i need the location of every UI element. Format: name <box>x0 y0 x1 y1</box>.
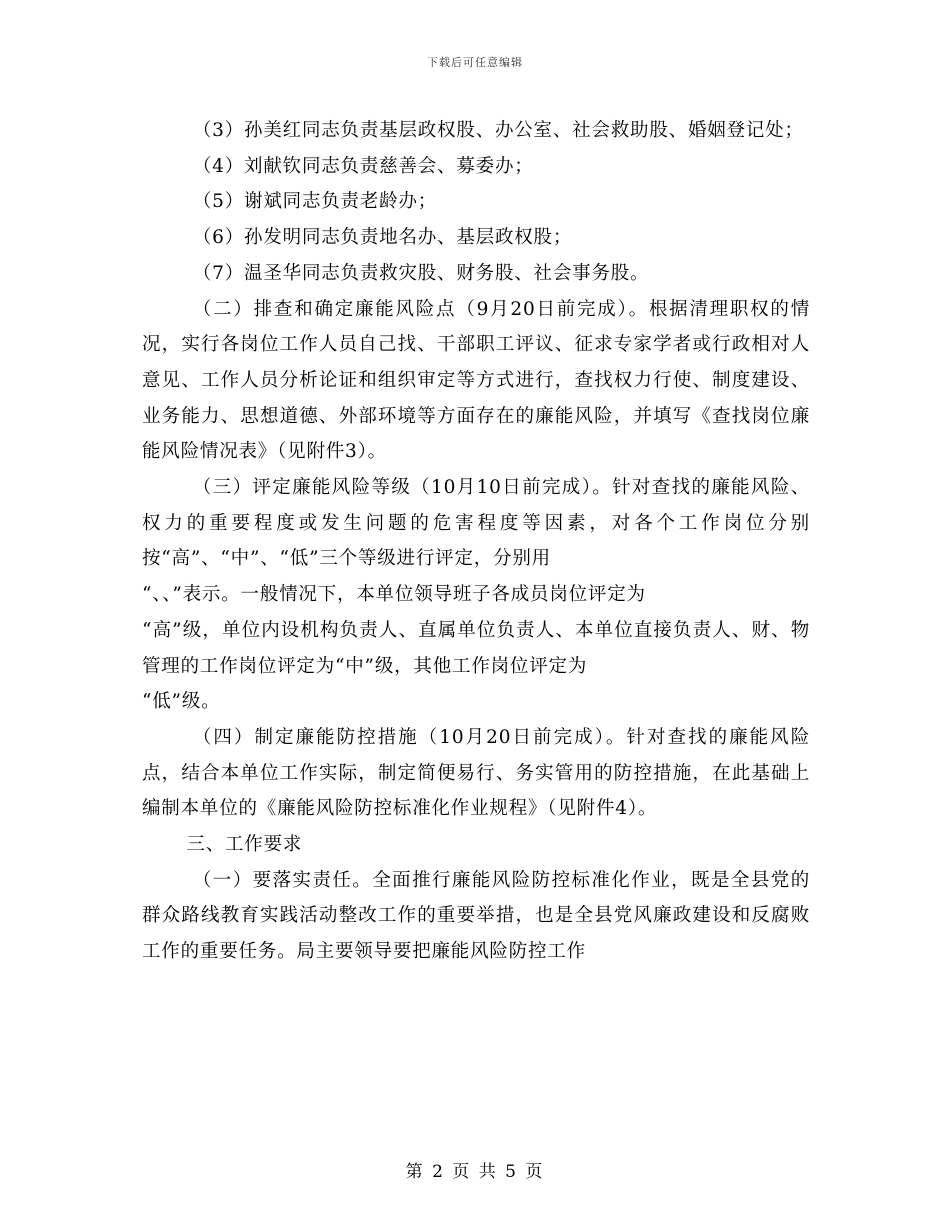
paragraph-item-7: （7）温圣华同志负责救灾股、财务股、社会事务股。 <box>192 262 650 284</box>
page-header-note: 下载后可任意编辑 <box>427 56 523 69</box>
paragraph-section-3-symbols: “、、”表示。一般情况下，本单位领导班子各成员岗位评定为 <box>142 584 646 606</box>
paragraph-item-6: （6）孙发明同志负责地名办、基层政权股； <box>192 227 573 249</box>
paragraph-item-3: （3）孙美红同志负责基层政权股、办公室、社会救助股、婚姻登记处； <box>192 120 804 141</box>
paragraph-section-3: （三）评定廉能风险等级（10月10日前完成）。针对查找的廉能风险、权力的重要程度或发生问题的危害程度等因素，对各个工作岗位分别按“高”、“中”、“低”三个等级进行评定，分别用 <box>142 477 810 570</box>
paragraph-section-4: （四）制定廉能防控措施（10月20日前完成）。针对查找的廉能风险点，结合本单位工作实际，制定简便易行、务实管用的防控措施，在此基础上编制本单位的《廉能风险防控标准化作业规程》（见附件4）。 <box>142 726 810 820</box>
page-number-footer: 第 2 页 共 5 页 <box>405 1162 545 1182</box>
paragraph-item-4: （4）刘献钦同志负责慈善会、募委办； <box>192 155 534 177</box>
document-body <box>142 113 810 970</box>
section-heading-work-requirements: 三、工作要求 <box>186 834 303 856</box>
paragraph-requirement-1: （一）要落实责任。全面推行廉能风险防控标准化作业，既是全县党的群众路线教育实践活动整改工作的重要举措，也是全县党风廉政建设和反腐败工作的重要任务。局主要领导要把廉能风险防控工作 <box>142 869 810 963</box>
paragraph-item-5: （5）谢斌同志负责老龄办； <box>192 191 438 213</box>
paragraph-section-2: （二）排查和确定廉能风险点（9月20日前完成）。根据清理职权的情况，实行各岗位工作人员自己找、干部职工评议、征求专家学者或行政相对人意见、工作人员分析论证和组织审定等方式进行，查找权力行使、制度建设、业务能力、思想道德、外部环境等方面存在的廉能风险，并填写《查找岗位廉能风险情况表》（见附件3）。 <box>142 298 810 463</box>
paragraph-section-3-low: “低”级。 <box>142 691 221 713</box>
paragraph-section-3-levels: “高”级，单位内设机构负责人、直属单位负责人、本单位直接负责人、财、物管理的工作岗位评定为“中”级，其他工作岗位评定为 <box>142 619 810 677</box>
